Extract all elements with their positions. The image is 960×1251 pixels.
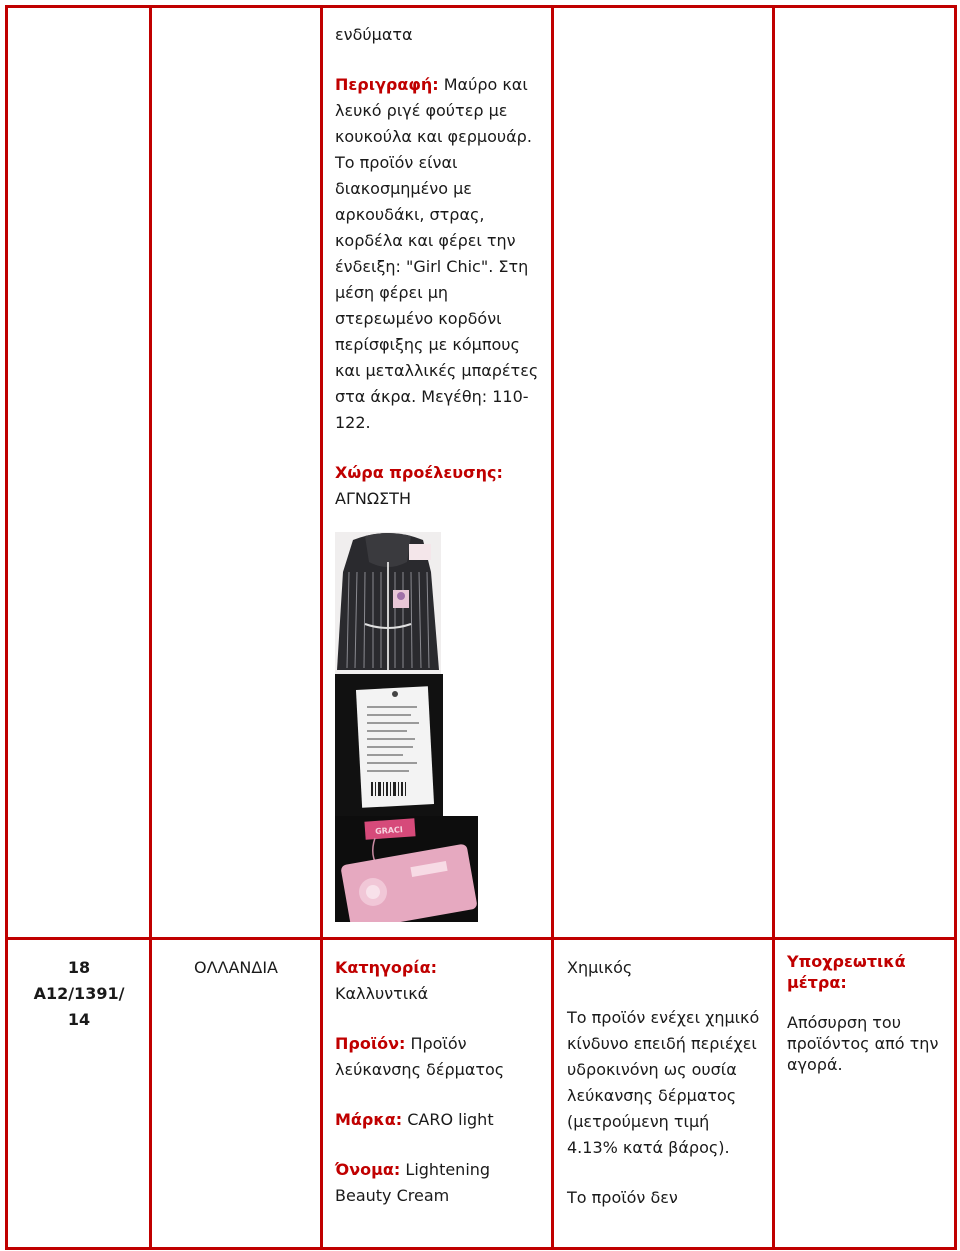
product-details-cell (335, 22, 545, 536)
label-tag-image (335, 674, 443, 816)
product-block (335, 1031, 545, 1083)
description-block (335, 72, 545, 436)
brand-block (335, 1107, 545, 1133)
category-block (335, 955, 545, 1007)
risk-description: Το προϊόν ενέχει χημικό κίνδυνο επειδή περιέχει υδροκινόνη ως ουσία λεύκανσης δέρματος (μετρούμενη τιμή 4.13% κατά βάρος). (567, 1008, 760, 1157)
product-info-cell (335, 955, 545, 1233)
col-divider-3 (551, 5, 554, 1250)
origin-value: ΑΓΝΩΣΤΗ (335, 489, 411, 508)
measures-cell (787, 951, 952, 1075)
product-photo-label-tag (335, 674, 443, 816)
brand-label: Μάρκα: (335, 1110, 403, 1129)
col-divider-4 (772, 5, 775, 1250)
category-value: Καλλυντικά (335, 984, 429, 1003)
country-cell (153, 955, 319, 981)
name-label: Όνομα: (335, 1160, 401, 1179)
risk-description-continued: Το προϊόν δεν (567, 1188, 678, 1207)
description-label: Περιγραφή: (335, 75, 439, 94)
notification-number: 18 (67, 958, 91, 977)
pink-card-image (335, 816, 478, 922)
hoodie-image (335, 532, 441, 674)
risk-type: Χημικός (567, 958, 633, 977)
col-divider-1 (149, 5, 152, 1250)
product-photo-pink-card (335, 816, 478, 922)
tag-brand-text: GRACI (374, 825, 404, 837)
notifying-country: ΟΛΛΑΝΔΙΑ (193, 958, 278, 977)
origin-label: Χώρα προέλευσης: (335, 463, 503, 482)
risk-cell (567, 955, 765, 1211)
name-value: Lightening Beauty Cream (335, 1160, 491, 1205)
row-separator (5, 937, 957, 940)
col-divider-2 (320, 5, 323, 1250)
product-photo-hoodie (335, 532, 441, 674)
description-text: Μαύρο και λευκό ριγέ φούτερ με κουκούλα και φερμουάρ. Το προϊόν είναι διακοσμημένο με αρκουδάκι, στρας, κορδέλα και φέρει την ένδειξη: "Girl Chic". Στη μέση φέρει μη στερεωμένο κορδόνι περίσφιξης με κόμπους και μεταλλικές μπαρέτες στα άκρα. Μεγέθη: 110-122. (335, 75, 539, 432)
origin-block (335, 460, 545, 512)
measures-label: Υποχρεωτικά μέτρα: (787, 952, 906, 992)
notification-reference-suffix: 14 (67, 1010, 91, 1029)
category-label: Κατηγορία: (335, 958, 437, 977)
product-label: Προϊόν: (335, 1034, 406, 1053)
notification-reference: A12/1391/ (33, 984, 125, 1003)
measures-value: Απόσυρση του προϊόντος από την αγορά. (787, 1013, 939, 1074)
category-text: ενδύματα (335, 25, 413, 44)
name-block (335, 1157, 545, 1209)
brand-value: CARO light (407, 1110, 494, 1129)
notification-id-cell (10, 955, 148, 1033)
product-value: Προϊόν λεύκανσης δέρματος (335, 1034, 505, 1079)
